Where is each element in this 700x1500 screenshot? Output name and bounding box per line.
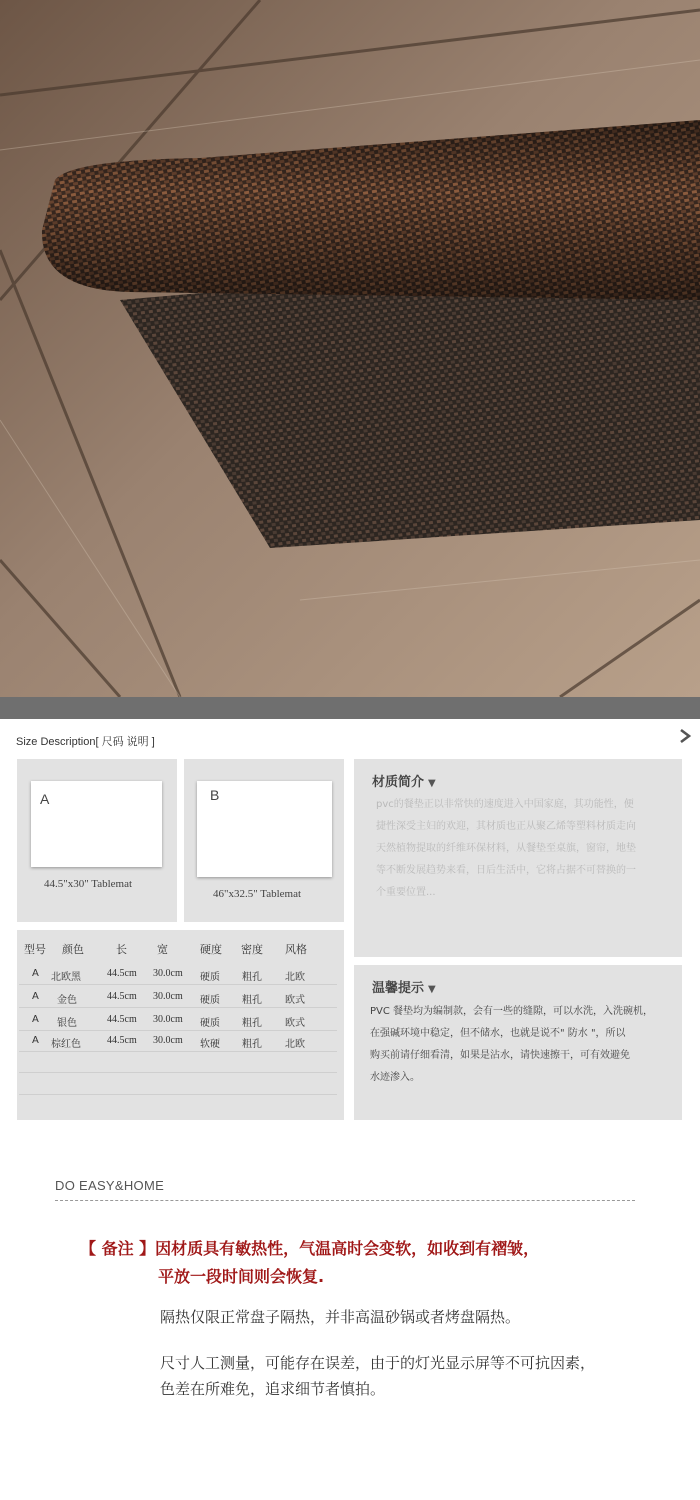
tablemat-photo — [0, 0, 700, 697]
table-row — [19, 1010, 337, 1031]
tips-line: 水迹渗入。 — [370, 1072, 420, 1083]
cell-hardness: 软硬 — [200, 1039, 220, 1050]
header-style: 风格 — [285, 943, 307, 956]
tips-title — [372, 977, 436, 996]
cell-width: 30.0cm — [153, 1014, 183, 1025]
material-title — [372, 771, 436, 790]
triangle-down-icon: ▼ — [428, 984, 436, 995]
header-model: 型号 — [24, 943, 46, 956]
cell-model: A — [32, 1014, 39, 1025]
tips-line: 在强碱环境中稳定，但不储水，也就是说不" 防水 "，所以 — [370, 1028, 626, 1039]
cell-model: A — [32, 991, 39, 1002]
cell-length: 44.5cm — [107, 1035, 137, 1046]
cell-width: 30.0cm — [153, 968, 183, 979]
material-line: 等不断发展趋势来看，日后生活中，它将占据不可替换的一 — [376, 865, 636, 876]
hero-divider-bar — [0, 697, 700, 719]
cell-model: A — [32, 968, 39, 979]
chevron-right-icon[interactable] — [678, 727, 692, 745]
cell-color: 金色 — [57, 995, 77, 1006]
cell-length: 44.5cm — [107, 968, 137, 979]
remark-line-1: 【 备注 】因材质具有敏热性，气温高时会变软，如收到有褶皱， — [80, 1239, 540, 1258]
table-row — [19, 964, 337, 985]
mat-b-caption: 46"x32.5" Tablemat — [213, 888, 302, 900]
table-row-empty — [19, 1072, 337, 1073]
header-length: 长 — [116, 943, 127, 956]
header-density: 密度 — [241, 943, 263, 956]
spec-table — [17, 930, 344, 1120]
brand-label: DO EASY&HOME — [55, 1178, 165, 1193]
triangle-down-icon: ▼ — [428, 778, 436, 789]
material-title-text: 材质简介 — [372, 775, 425, 790]
size-description-title: Size Description[ 尺码 说明 ] — [16, 736, 155, 748]
mat-a-letter: A — [40, 791, 50, 807]
mat-a-swatch — [31, 781, 162, 867]
cell-density: 粗孔 — [242, 995, 262, 1006]
size-note-line-1: 尺寸人工测量，可能存在误差，由于的灯光显示屏等不可抗因素， — [160, 1354, 596, 1372]
cell-length: 44.5cm — [107, 991, 137, 1002]
tips-title-text: 温馨提示 — [372, 981, 425, 996]
cell-style: 欧式 — [285, 1018, 305, 1029]
remark-line-2: 平放一段时间则会恢复. — [158, 1267, 325, 1286]
cell-color: 北欧黑 — [51, 972, 81, 983]
tips-line: 购买前请仔细看清，如果是沾水，请快速擦干，可有效避免 — [370, 1050, 630, 1061]
size-note-line-2: 色差在所难免，追求细节者慎拍。 — [160, 1380, 386, 1398]
cell-density: 粗孔 — [242, 1039, 262, 1050]
material-line: pvc的餐垫正以非常快的速度进入中国家庭，其功能性，便 — [376, 799, 634, 810]
cell-hardness: 硬质 — [200, 1018, 220, 1029]
cell-style: 北欧 — [285, 1039, 305, 1050]
cell-hardness: 硬质 — [200, 995, 220, 1006]
dashed-divider — [55, 1200, 635, 1201]
header-width: 宽 — [157, 943, 168, 956]
material-panel — [354, 759, 682, 957]
table-row-empty — [19, 1094, 337, 1095]
material-line: 捷性深受主妇的欢迎，其材质也正从聚乙烯等塑料材质走向 — [376, 821, 636, 832]
cell-width: 30.0cm — [153, 1035, 183, 1046]
mat-a-panel — [17, 759, 177, 922]
cell-style: 北欧 — [285, 972, 305, 983]
material-text — [376, 794, 636, 904]
cell-color: 银色 — [57, 1018, 77, 1029]
mat-b-swatch — [197, 781, 332, 877]
cell-color: 棕红色 — [51, 1039, 81, 1050]
table-row — [19, 1031, 337, 1052]
mat-b-letter: B — [210, 787, 220, 803]
cell-density: 粗孔 — [242, 1018, 262, 1029]
header-color: 颜色 — [62, 943, 84, 956]
mat-a-caption: 44.5"x30" Tablemat — [44, 878, 133, 890]
tips-text — [370, 1001, 653, 1089]
cell-width: 30.0cm — [153, 991, 183, 1002]
header-hardness: 硬度 — [200, 943, 222, 956]
table-row — [19, 987, 337, 1008]
material-line: 个重要位置... — [376, 887, 436, 898]
spec-table-header — [17, 930, 344, 964]
mat-b-panel — [184, 759, 344, 922]
hero-photo — [0, 0, 700, 697]
heat-insulation-note: 隔热仅限正常盘子隔热，并非高温砂锅或者烤盘隔热。 — [160, 1308, 521, 1326]
material-line: 天然植物提取的纤维环保材料，从餐垫至桌旗，窗帘，地垫 — [376, 843, 636, 854]
tips-line: PVC 餐垫均为编制款，会有一些的缝隙，可以水洗，入洗碗机， — [370, 1006, 654, 1017]
cell-hardness: 硬质 — [200, 972, 220, 983]
cell-style: 欧式 — [285, 995, 305, 1006]
cell-model: A — [32, 1035, 39, 1046]
cell-length: 44.5cm — [107, 1014, 137, 1025]
cell-density: 粗孔 — [242, 972, 262, 983]
tips-panel — [354, 965, 682, 1120]
